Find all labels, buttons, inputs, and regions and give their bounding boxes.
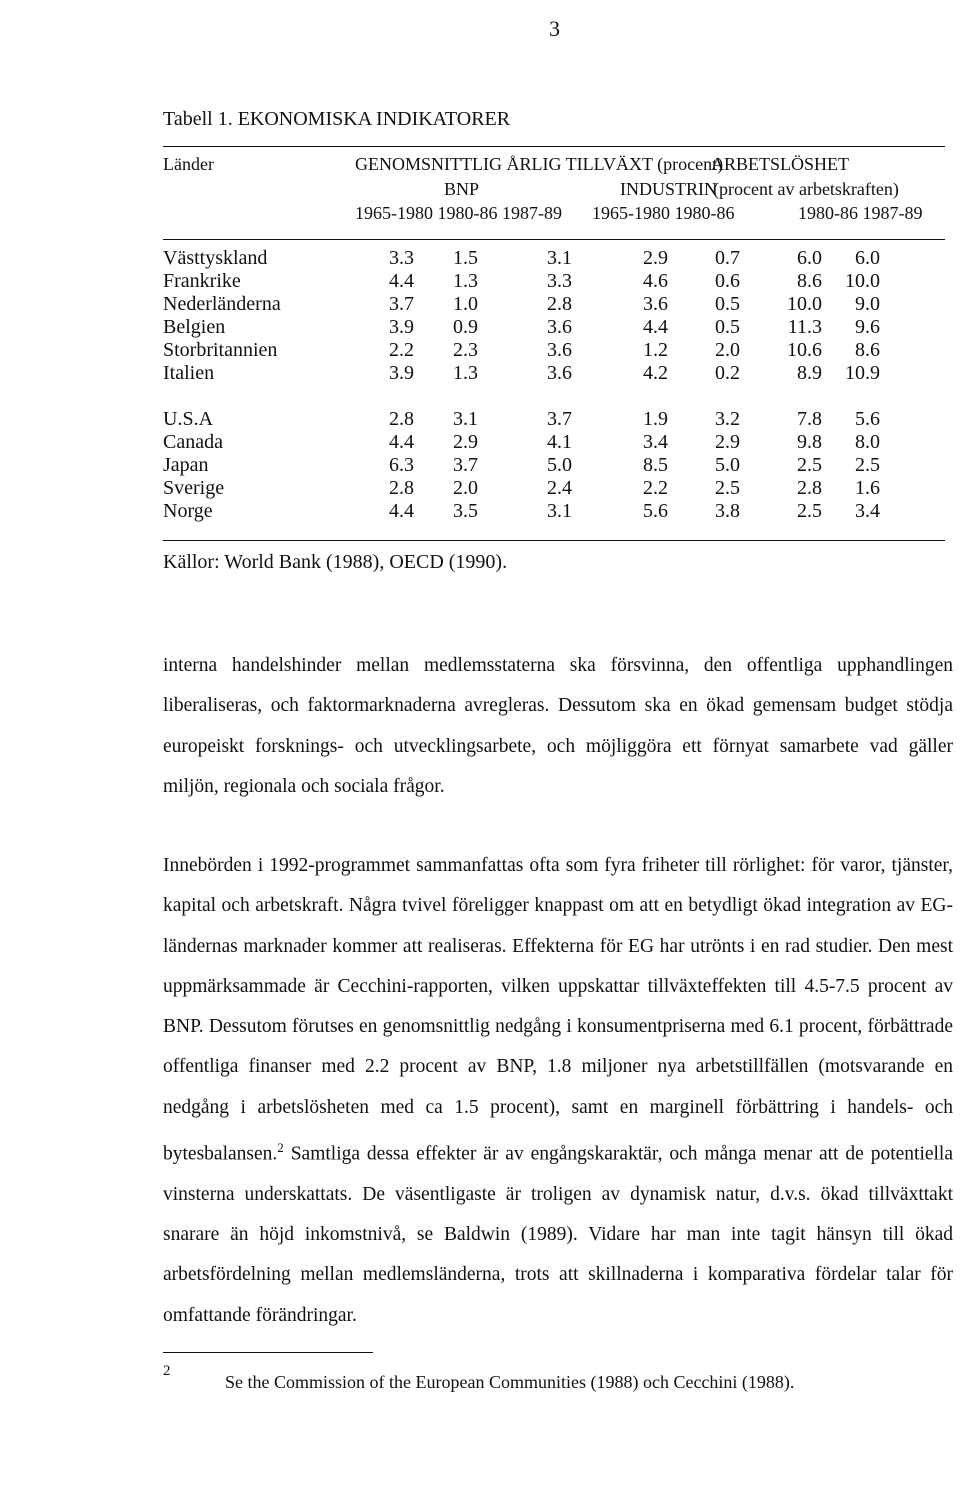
table-cell: 4.4 <box>643 316 668 338</box>
header-unemployment-sub: (procent av arbetskraften) <box>713 179 899 199</box>
country-name: Norge <box>163 500 213 522</box>
table-cell: 1.3 <box>453 362 478 384</box>
country-name: Japan <box>163 454 209 476</box>
header-unemployment: ARBETSLÖSHET <box>711 154 850 174</box>
paragraph-1-text: interna handelshinder mellan medlemsstaterna ska försvinna, den offentliga upphandlingen liberaliseras, och faktormarknaderna avregleras. Dessutom ska en ökad gemensam budget stödja europeiskt forsknings- och utvecklingsarbete, och möjliggöra ett förnyat samarbete vad gäller miljön, regionala och sociala frågor. <box>163 655 953 797</box>
table-cell: 4.2 <box>643 362 668 384</box>
country-name: U.S.A <box>163 408 214 430</box>
table-cell: 5.6 <box>855 408 880 430</box>
table-cell: 3.4 <box>855 500 880 522</box>
paragraph-2-text <box>163 846 953 1336</box>
table-cell: 8.0 <box>855 431 880 453</box>
footnote-ref: 2 <box>277 1140 284 1156</box>
table-cell: 5.0 <box>547 454 572 476</box>
table-cell: 1.2 <box>643 339 668 361</box>
table-top-rule <box>163 146 945 147</box>
table-cell: 0.5 <box>715 293 740 315</box>
table-cell: 10.6 <box>787 339 822 361</box>
table-cell: 3.7 <box>547 408 572 430</box>
table-cell: 0.2 <box>715 362 740 384</box>
table-cell: 2.9 <box>715 431 740 453</box>
table-cell: 3.7 <box>453 454 478 476</box>
header-growth: GENOMSNITTLIG ÅRLIG TILLVÄXT (procent) <box>355 154 724 174</box>
table-cell: 2.5 <box>797 454 822 476</box>
table-cell: 2.2 <box>643 477 668 499</box>
table-cell: 8.6 <box>855 339 880 361</box>
footnote-text: Se the Commission of the European Communities (1988) och Cecchini (1988). <box>225 1372 795 1392</box>
table-cell: 0.5 <box>715 316 740 338</box>
table-header-rule <box>163 239 945 240</box>
header-periods-unemployment: 1980-86 1987-89 <box>798 203 923 223</box>
country-name: Frankrike <box>163 270 241 292</box>
table-cell: 3.6 <box>547 339 572 361</box>
table-cell: 3.9 <box>389 316 414 338</box>
table-title: Tabell 1. EKONOMISKA INDIKATORER <box>163 108 511 130</box>
header-lander: Länder <box>163 154 214 174</box>
table-cell: 3.5 <box>453 500 478 522</box>
table-cell: 3.3 <box>389 247 414 269</box>
table-cell: 1.6 <box>855 477 880 499</box>
table-cell: 9.8 <box>797 431 822 453</box>
footnote-number: 2 <box>163 1363 171 1379</box>
paragraph-2-continued: Samtliga dessa effekter är av engångskaraktär, och många menar att de potentiella vinsterna underskattats. De väsentligaste är troligen av dynamisk natur, d.v.s. ökad tillväxttakt snarare än höjd inkomstnivå, se Baldwin (1989). Vidare har man inte tagit hänsyn till ökad arbetsfördelning mellan medlemsländerna, trots att skillnaderna i komparativa fördelar talar för omfattande förändringar. <box>163 1143 954 1326</box>
table-cell: 10.9 <box>845 362 880 384</box>
table-cell: 3.1 <box>547 247 572 269</box>
table-cell: 3.3 <box>547 270 572 292</box>
table-cell: 2.2 <box>389 339 414 361</box>
table-cell: 3.1 <box>547 500 572 522</box>
table-cell: 0.7 <box>715 247 740 269</box>
table-cell: 9.0 <box>855 293 880 315</box>
country-name: Italien <box>163 362 215 384</box>
table-cell: 2.5 <box>715 477 740 499</box>
country-name: Canada <box>163 431 223 453</box>
header-periods-bnp: 1965-1980 1980-86 1987-89 <box>355 203 562 223</box>
table-cell: 10.0 <box>845 270 880 292</box>
table-cell: 2.9 <box>453 431 478 453</box>
table-cell: 2.8 <box>389 477 414 499</box>
country-name: Belgien <box>163 316 226 338</box>
table-cell: 4.1 <box>547 431 572 453</box>
paragraph-1 <box>163 646 953 807</box>
table-source: Källor: World Bank (1988), OECD (1990). <box>163 551 508 573</box>
footnote-rule <box>163 1352 373 1353</box>
header-bnp: BNP <box>444 179 480 199</box>
table-cell: 5.0 <box>715 454 740 476</box>
table-cell: 2.0 <box>453 477 478 499</box>
table-cell: 2.5 <box>855 454 880 476</box>
table-cell: 7.8 <box>797 408 822 430</box>
table-cell: 8.5 <box>643 454 668 476</box>
table-cell: 6.3 <box>389 454 414 476</box>
table-cell: 4.6 <box>643 270 668 292</box>
table-cell: 3.8 <box>715 500 740 522</box>
table-cell: 3.4 <box>643 431 668 453</box>
table-cell: 0.9 <box>453 316 478 338</box>
table-cell: 1.3 <box>453 270 478 292</box>
table-cell: 2.5 <box>797 500 822 522</box>
country-name: Nederländerna <box>163 293 281 315</box>
table-cell: 4.4 <box>389 500 414 522</box>
table-cell: 3.9 <box>389 362 414 384</box>
table-cell: 4.4 <box>389 431 414 453</box>
table-cell: 2.0 <box>715 339 740 361</box>
table-cell: 9.6 <box>855 316 880 338</box>
table-cell: 2.8 <box>389 408 414 430</box>
table-cell: 2.8 <box>547 293 572 315</box>
header-industrin: INDUSTRIN <box>620 179 717 199</box>
table-cell: 10.0 <box>787 293 822 315</box>
table-cell: 0.6 <box>715 270 740 292</box>
table-cell: 8.6 <box>797 270 822 292</box>
table-cell: 1.9 <box>643 408 668 430</box>
table-cell: 3.6 <box>547 362 572 384</box>
table-cell: 6.0 <box>797 247 822 269</box>
table-cell: 1.0 <box>453 293 478 315</box>
table-cell: 4.4 <box>389 270 414 292</box>
paragraph-2-body: Innebörden i 1992-programmet sammanfattas ofta som fyra friheter till rörlighet: för varor, tjänster, kapital och arbetskraft. Några tvivel föreligger knappast om att en betydligt ökad integration av EG-ländernas marknader kommer att realiseras. Effekterna för EG har utrönts i en rad studier. Den mest uppmärksammade är Cecchini-rapporten, vilken uppskattar tillväxteffekten till 4.5-7.5 procent av BNP. Dessutom förutses en genomsnittlig nedgång i konsumentpriserna med 6.1 procent, förbättrade offentliga finanser med 2.2 procent av BNP, 1.8 miljoner nya arbetstillfällen (motsvarande en nedgång i arbetslösheten med ca 1.5 procent), samt en marginell förbättring i handels- och bytesbalansen. <box>163 855 953 1165</box>
table-cell: 2.9 <box>643 247 668 269</box>
table-cell: 2.8 <box>797 477 822 499</box>
table-cell: 8.9 <box>797 362 822 384</box>
table-bottom-rule <box>163 540 945 541</box>
country-name: Sverige <box>163 477 225 499</box>
paragraph-2 <box>163 846 953 1336</box>
table-cell: 2.4 <box>547 477 572 499</box>
table-cell: 6.0 <box>855 247 880 269</box>
table-cell: 3.2 <box>715 408 740 430</box>
table-cell: 3.6 <box>547 316 572 338</box>
page-number: 3 <box>549 16 560 41</box>
country-name: Storbritannien <box>163 339 278 361</box>
table-cell: 2.3 <box>453 339 478 361</box>
table-cell: 3.7 <box>389 293 414 315</box>
table-cell: 3.6 <box>643 293 668 315</box>
table-cell: 11.3 <box>787 316 822 338</box>
table-cell: 3.1 <box>453 408 478 430</box>
country-name: Västtyskland <box>163 247 268 269</box>
table-cell: 5.6 <box>643 500 668 522</box>
header-periods-industrin: 1965-1980 1980-86 <box>592 203 735 223</box>
table-cell: 1.5 <box>453 247 478 269</box>
